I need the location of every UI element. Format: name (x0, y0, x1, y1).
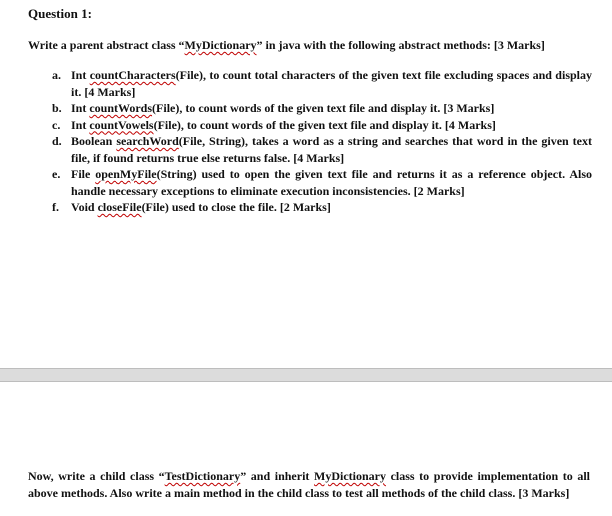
list-item-letter: d. (52, 134, 62, 148)
list-item-letter: a. (52, 68, 61, 82)
intro-text-before: Write a parent abstract class “ (28, 38, 185, 52)
method-description: (File, String), takes a word as a string and searches that word in the given text file, if found returns true else returns false. [4 Marks] (71, 134, 592, 165)
list-item-text (71, 133, 592, 166)
list-item-text (71, 67, 592, 100)
intro-paragraph (28, 38, 598, 53)
method-name: countCharacters (89, 68, 176, 82)
method-return-type: Void (71, 200, 98, 214)
method-return-type: Int (71, 68, 90, 82)
list-item-letter: f. (52, 200, 59, 214)
parent-class-name: MyDictionary (314, 469, 386, 483)
child-text-part1: Now, write a child class “ (28, 469, 165, 483)
intro-text-after: ” in java with the following abstract methods: [3 Marks] (256, 38, 545, 52)
list-item (52, 67, 592, 100)
method-name: countVowels (89, 117, 154, 132)
method-return-type: Int (71, 101, 90, 115)
method-return-type: Boolean (71, 134, 117, 148)
list-item-text (71, 100, 592, 117)
page-break-gap (0, 368, 612, 382)
method-name: searchWord (116, 134, 179, 148)
list-item-letter: c. (52, 117, 61, 132)
method-description: (File) used to close the file. [2 Marks] (141, 200, 331, 214)
list-item (52, 199, 592, 216)
child-class-paragraph (28, 468, 590, 501)
method-name: closeFile (97, 200, 142, 214)
list-item-letter: e. (52, 167, 61, 181)
list-item (52, 133, 592, 166)
intro-class-name: MyDictionary (184, 38, 257, 52)
list-item (52, 166, 592, 199)
method-description: (File), to count total characters of the given text file excluding spaces and display it. [4 Marks] (71, 68, 592, 99)
list-item-letter: b. (52, 101, 62, 115)
methods-list (52, 67, 592, 216)
method-name: countWords (89, 101, 153, 115)
method-return-type: Int (71, 117, 90, 132)
list-item (52, 100, 592, 117)
method-description: (String) used to open the given text file and returns it as a reference object. Also handle necessary exceptions to eliminate execution inconsistencies. [2 Marks] (71, 167, 592, 198)
list-item-text (71, 117, 592, 134)
method-name: openMyFile (95, 167, 157, 181)
list-item-text (71, 166, 592, 199)
question-heading: Question 1: (28, 6, 92, 21)
list-item (52, 117, 592, 134)
child-text-part3: class to provide implementation to all above methods. Also write a main method in the child class to test all methods of the child class. [3 Marks] (28, 469, 590, 500)
method-return-type: File (71, 167, 96, 181)
child-text-part2: ” and inherit (240, 469, 314, 483)
method-description: (File), to count words of the given text file and display it. [3 Marks] (152, 101, 495, 115)
list-item-text (71, 199, 592, 216)
child-class-name: TestDictionary (164, 469, 241, 483)
method-description: (File), to count words of the given text file and display it. [4 Marks] (153, 117, 496, 132)
